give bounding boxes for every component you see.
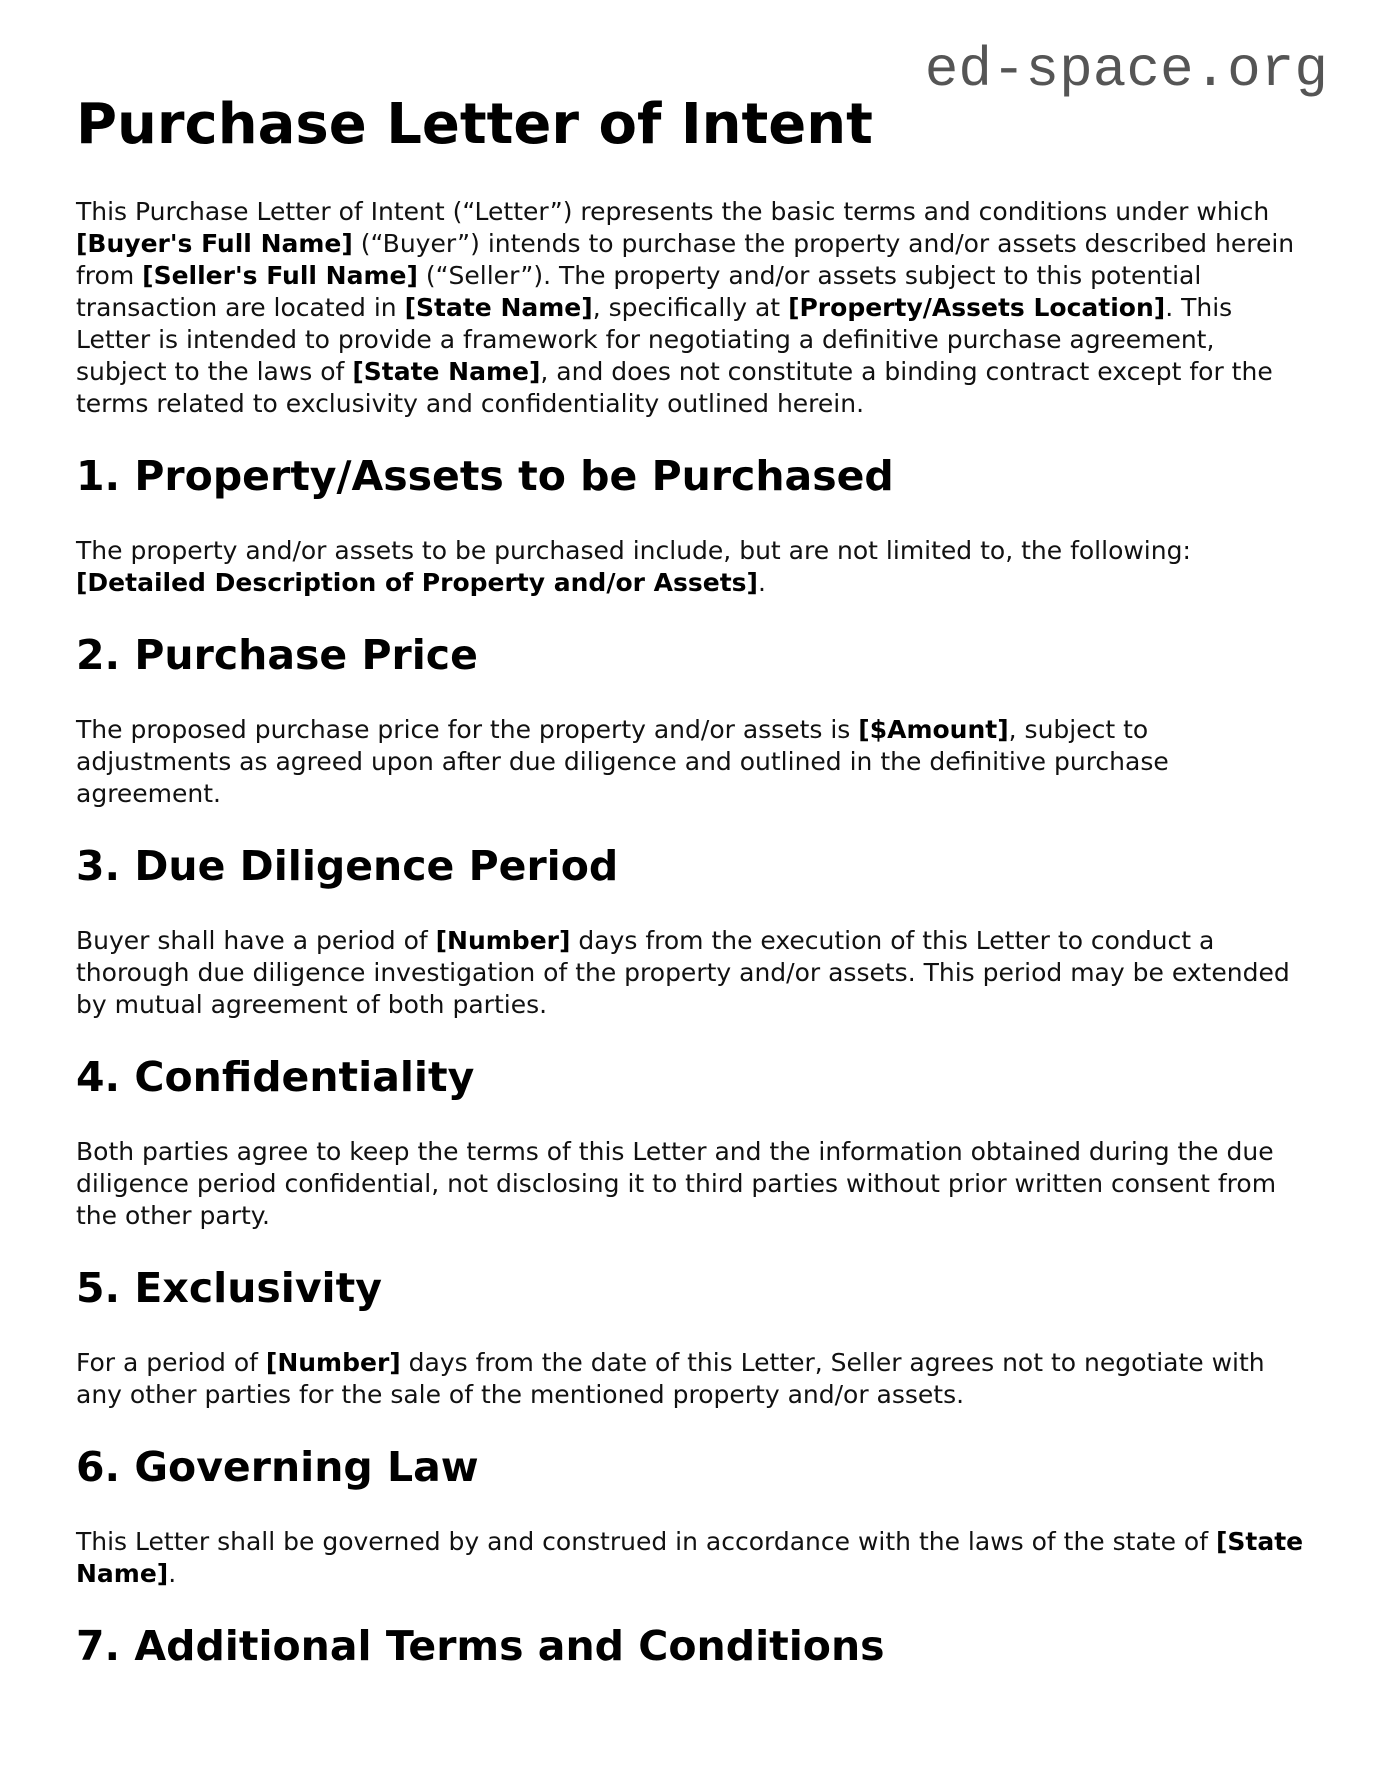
section-purchase-price bbox=[76, 630, 1306, 810]
section-due-diligence bbox=[76, 841, 1306, 1021]
section-body: Both parties agree to keep the terms of this Letter and the information obtained during the due diligence period confidential, not disclosing it to third parties without prior written consent from the other party. bbox=[76, 1137, 1277, 1230]
placeholder-field: [Seller's Full Name] bbox=[142, 261, 418, 290]
section-additional-terms bbox=[76, 1621, 1306, 1671]
section-body: For a period of [Number] days from the date of this Letter, Seller agrees not to negotiate with any other parties for the sale of the mentioned property and/or assets. bbox=[76, 1348, 1265, 1409]
section-heading: 2. Purchase Price bbox=[76, 631, 478, 679]
section-exclusivity bbox=[76, 1263, 1306, 1411]
section-body: The property and/or assets to be purchased include, but are not limited to, the following: [Detailed Description of Property and/or Assets]. bbox=[76, 536, 1191, 597]
placeholder-field: [Detailed Description of Property and/or Assets] bbox=[76, 568, 758, 597]
section-heading: 7. Additional Terms and Conditions bbox=[76, 1622, 885, 1670]
section-heading: 3. Due Diligence Period bbox=[76, 842, 619, 890]
section-heading: 1. Property/Assets to be Purchased bbox=[76, 452, 894, 500]
section-governing-law bbox=[76, 1442, 1306, 1590]
placeholder-field: [Property/Assets Location] bbox=[788, 293, 1166, 322]
watermark-site-name: ed-space.org bbox=[924, 38, 1328, 102]
document-page bbox=[76, 93, 1306, 1671]
placeholder-field: [$Amount] bbox=[858, 715, 1009, 744]
document-title: Purchase Letter of Intent bbox=[76, 92, 873, 157]
placeholder-field: [Buyer's Full Name] bbox=[76, 229, 353, 258]
section-property-assets bbox=[76, 451, 1306, 599]
section-confidentiality bbox=[76, 1052, 1306, 1232]
placeholder-field: [State Name] bbox=[404, 293, 593, 322]
placeholder-field: [Number] bbox=[435, 926, 571, 955]
placeholder-field: [State Name] bbox=[352, 357, 541, 386]
section-body: The proposed purchase price for the property and/or assets is [$Amount], subject to adjustments as agreed upon after due diligence and outlined in the definitive purchase agreement. bbox=[76, 715, 1169, 808]
intro-paragraph: This Purchase Letter of Intent (“Letter”) represents the basic terms and conditions under which [Buyer's Full Name] (“Buyer”) intends to purchase the property and/or assets described herein from [Seller's Full Name] (“Seller”). The property and/or assets subject to this potential transaction are located in [State Name], specifically at [Property/Assets Location]. This Letter is intended to provide a framework for negotiating a definitive purchase agreement, subject to the laws of [State Name], and does not constitute a binding contract except for the terms related to exclusivity and confidentiality outlined herein. bbox=[76, 197, 1295, 418]
section-body: This Letter shall be governed by and construed in accordance with the laws of the state of [State Name]. bbox=[76, 1527, 1304, 1588]
placeholder-field: [State Name] bbox=[76, 1527, 1304, 1588]
section-body: Buyer shall have a period of [Number] days from the execution of this Letter to conduct a thorough due diligence investigation of the property and/or assets. This period may be extended by mutual agreement of both parties. bbox=[76, 926, 1290, 1019]
section-heading: 4. Confidentiality bbox=[76, 1053, 475, 1101]
section-heading: 5. Exclusivity bbox=[76, 1264, 382, 1312]
section-heading: 6. Governing Law bbox=[76, 1443, 479, 1491]
placeholder-field: [Number] bbox=[265, 1348, 401, 1377]
